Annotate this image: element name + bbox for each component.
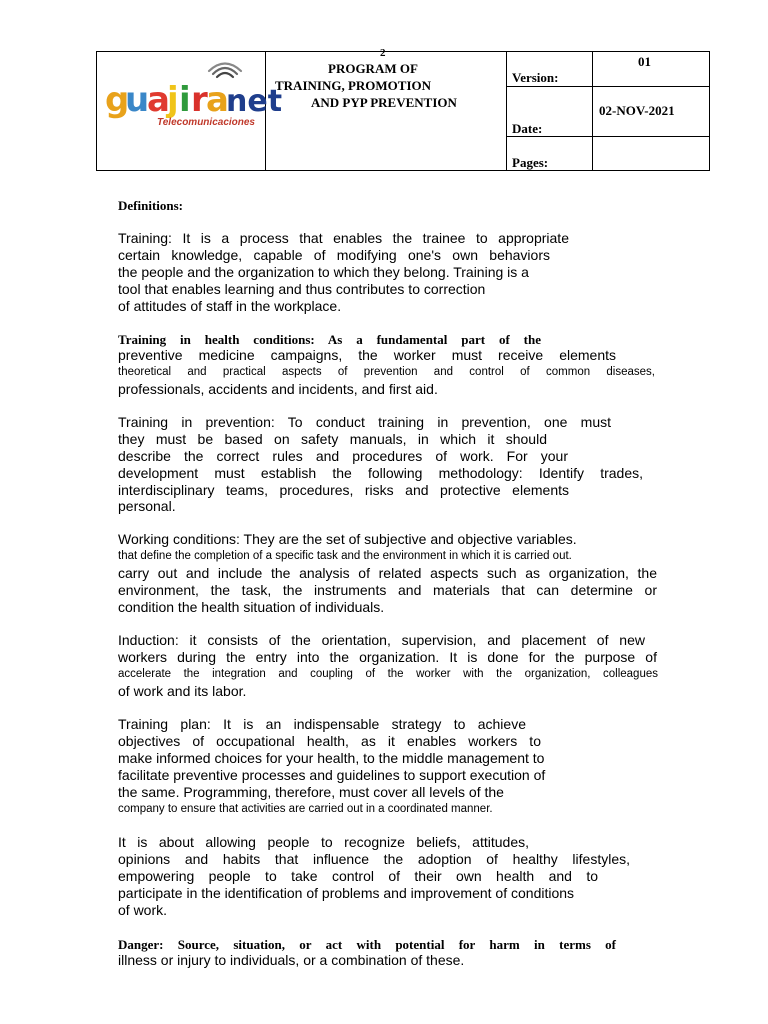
paragraph-line: of work. (118, 902, 168, 918)
definitions-heading: Definitions: (118, 198, 183, 213)
paragraph-line: It is about allowing people to recognize beliefs, attitudes, (118, 834, 529, 850)
paragraph-line: professionals, accidents and incidents, and first aid. (118, 381, 438, 397)
paragraph-line: facilitate preventive processes and guidelines to support execution of (118, 767, 546, 783)
header-divider (506, 52, 507, 170)
date-label: Date: (512, 121, 543, 136)
paragraph-line: carry out and include the analysis of related aspects such as organization, the (118, 565, 657, 581)
doc-title-line-3: AND PYP PREVENTION (311, 95, 457, 110)
header-divider (592, 52, 593, 170)
page-number: 2 (380, 47, 386, 59)
paragraph-line: personal. (118, 498, 176, 514)
svg-text:g: g (105, 80, 130, 120)
paragraph-line: the people and the organization to which they belong. Training is a (118, 264, 529, 280)
paragraph-line: participate in the identification of problems and improvement of conditions (118, 885, 575, 901)
svg-text:a: a (206, 80, 229, 120)
paragraph-line: Training in prevention: To conduct training in prevention, one must (118, 414, 611, 430)
svg-text:r: r (191, 80, 208, 120)
svg-text:u: u (125, 80, 150, 120)
paragraph-line: company to ensure that activities are carried out in a coordinated manner. (118, 803, 493, 815)
paragraph-line: of attitudes of staff in the workplace. (118, 298, 342, 314)
paragraph-line: condition the health situation of individuals. (118, 599, 385, 615)
paragraph-line: environment, the task, the instruments and materials that can determine or (118, 582, 657, 598)
paragraph-line: of work and its labor. (118, 683, 247, 699)
paragraph-line: preventive medicine campaigns, the worker must receive elements (118, 347, 616, 363)
svg-text:net: net (226, 84, 283, 119)
paragraph-line: tool that enables learning and thus contributes to correction (118, 281, 486, 297)
pages-label: Pages: (512, 155, 549, 170)
paragraph-line: empowering people to take control of their own health and to (118, 868, 598, 884)
svg-text:i: i (179, 80, 191, 120)
paragraph-line: describe the correct rules and procedures of work. For your (118, 448, 568, 464)
header-divider (506, 86, 709, 87)
paragraph-line: interdisciplinary teams, procedures, risks and protective elements (118, 482, 569, 498)
paragraph-line: illness or injury to individuals, or a combination of these. (118, 952, 465, 968)
doc-title-line-1: PROGRAM OF (328, 61, 418, 76)
paragraph-line: Working conditions: They are the set of subjective and objective variables. (118, 531, 577, 547)
paragraph-line: that define the completion of a specific task and the environment in which it is carried out. (118, 550, 572, 562)
paragraph-line: accelerate the integration and coupling of the worker with the organization, colleagues (118, 668, 658, 680)
svg-text:a: a (147, 80, 170, 120)
paragraph-line: opinions and habits that influence the adoption of healthy lifestyles, (118, 851, 630, 867)
version-label: Version: (512, 70, 559, 85)
svg-text:Telecomunicaciones: Telecomunicaciones (157, 117, 255, 128)
doc-title-line-2: TRAINING, PROMOTION (275, 78, 432, 93)
paragraph-line: Training plan: It is an indispensable strategy to achieve (118, 716, 526, 732)
paragraph-lead: Danger: Source, situation, or act with potential for harm in terms of (118, 937, 616, 952)
date-value: 02-NOV-2021 (599, 103, 675, 118)
paragraph-line: the same. Programming, therefore, must cover all levels of the (118, 784, 504, 800)
paragraph-line: development must establish the following methodology: Identify trades, (118, 465, 643, 481)
paragraph-line: they must be based on safety manuals, in which it should (118, 431, 547, 447)
paragraph-line: make informed choices for your health, to the middle management to (118, 750, 545, 766)
paragraph-line: Induction: it consists of the orientation, supervision, and placement of new (118, 632, 645, 648)
company-logo (105, 65, 283, 137)
paragraph-line: theoretical and practical aspects of prevention and control of common diseases, (118, 366, 655, 378)
svg-text:j: j (167, 80, 179, 120)
paragraph-line: objectives of occupational health, as it enables workers to (118, 733, 541, 749)
paragraph-line: Training: It is a process that enables the trainee to appropriate (118, 230, 569, 246)
paragraph-lead: Training in health conditions: As a fundamental part of the (118, 332, 541, 347)
paragraph-line: certain knowledge, capable of modifying one's own behaviors (118, 247, 550, 263)
document-header-table (96, 47, 710, 171)
paragraph-line: workers during the entry into the organization. It is done for the purpose of (118, 649, 657, 665)
version-value: 01 (638, 54, 651, 69)
